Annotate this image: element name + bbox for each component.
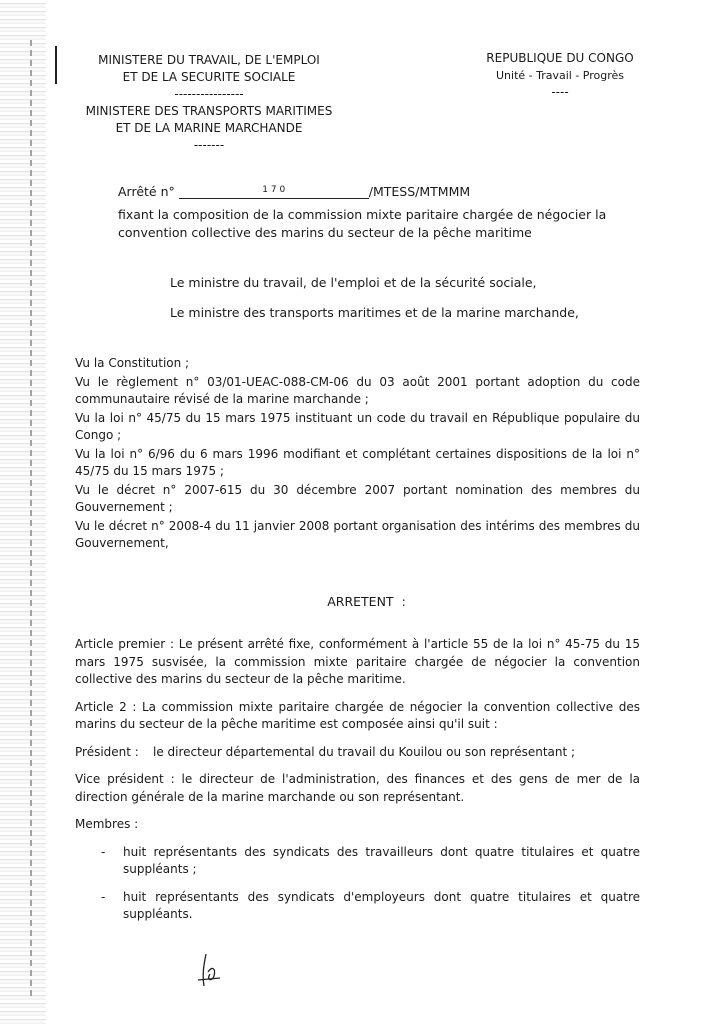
arretent-word: ARRETENT bbox=[327, 594, 394, 609]
members-list bbox=[75, 844, 640, 924]
decree-number-line bbox=[118, 184, 470, 199]
ministry-labour-line1: MINISTERE DU TRAVAIL, DE L'EMPLOI bbox=[98, 53, 320, 67]
president-text: le directeur départemental du travail du Kouilou ou son représentant ; bbox=[153, 744, 576, 759]
national-motto: Unité - Travail - Progrès bbox=[495, 69, 625, 82]
vu-item: Vu la loi n° 6/96 du 6 mars 1996 modifiant et complétant certaines dispositions de la loi n° 45/75 du 15 mars 1975 ; bbox=[75, 447, 640, 478]
list-item: - huit représentants des syndicats d'employeurs dont quatre titulaires et quatre suppléants. bbox=[75, 889, 640, 924]
president-entry bbox=[75, 744, 640, 762]
vu-considerations bbox=[75, 355, 640, 554]
vu-item: Vu la loi n° 45/75 du 15 mars 1975 instituant un code du travail en République populaire du Congo ; bbox=[75, 411, 640, 442]
country-name: REPUBLIQUE DU CONGO bbox=[486, 51, 634, 65]
vu-item: Vu le décret n° 2008-4 du 11 janvier 2008 portant organisation des intérims des membres du Gouvernement, bbox=[75, 519, 640, 550]
president-label: Président : bbox=[75, 744, 139, 759]
decree-suffix: /MTESS/MTMMM bbox=[368, 184, 471, 199]
vu-item: Vu le décret n° 2007-615 du 30 décembre 2007 portant nomination des membres du Gouvernement ; bbox=[75, 483, 640, 514]
decree-number-field bbox=[179, 184, 369, 199]
minister-labour: Le ministre du travail, de l'emploi et de la sécurité sociale, bbox=[170, 275, 537, 290]
minister-transport: Le ministre des transports maritimes et de la marine marchande, bbox=[170, 305, 579, 320]
article-1: Article premier : Le présent arrêté fixe, conformément à l'article 55 de la loi n° 45-75 du 15 mars 1975 susvisée, la commission mixte paritaire chargée de négocier la convention collective des marins du secteur de la pêche maritime. bbox=[75, 637, 640, 686]
decree-subject: fixant la composition de la commission mixte paritaire chargée de négocier la convention collective des marins du secteur de la pêche maritime bbox=[118, 207, 607, 240]
vice-president-entry: Vice président : le directeur de l'administration, des finances et des gens de mer de la direction générale de la marine marchande ou son représentant. bbox=[75, 772, 640, 804]
decree-prefix: Arrêté n° bbox=[118, 184, 175, 199]
vu-item: Vu la Constitution ; bbox=[75, 356, 190, 370]
article-2: Article 2 : La commission mixte paritaire chargée de négocier la convention collective des marins du secteur de la pêche maritime est composée ainsi qu'il suit : bbox=[75, 699, 640, 731]
header-separator: ---------------- bbox=[174, 87, 244, 101]
margin-mark bbox=[55, 46, 57, 84]
ministry-transport-line2: ET DE LA MARINE MARCHANDE bbox=[115, 121, 303, 135]
header-separator: ------- bbox=[193, 138, 225, 152]
list-item: - huit représentants des syndicats des travailleurs dont quatre titulaires et quatre suppléants ; bbox=[75, 844, 640, 879]
initials-signature bbox=[192, 950, 232, 990]
vu-item: Vu le règlement n° 03/01-UEAC-088-CM-06 du 03 août 2001 portant adoption du code communautaire révisé de la marine marchande ; bbox=[75, 375, 640, 406]
ministers-block bbox=[170, 268, 579, 328]
ministry-header bbox=[64, 52, 354, 154]
header-separator: ---- bbox=[551, 85, 569, 99]
members-label: Membres : bbox=[75, 817, 139, 831]
ministry-transport-line1: MINISTERE DES TRANSPORTS MARITIMES bbox=[85, 104, 333, 118]
republic-header bbox=[470, 50, 650, 101]
ministry-labour-line2: ET DE LA SECURITE SOCIALE bbox=[122, 70, 296, 84]
articles-body bbox=[75, 636, 640, 934]
scan-edge-artifact bbox=[0, 0, 46, 1024]
decree-number: 1 7 0 bbox=[262, 185, 286, 195]
arretent-heading bbox=[0, 594, 725, 609]
arretent-colon: : bbox=[401, 594, 406, 609]
